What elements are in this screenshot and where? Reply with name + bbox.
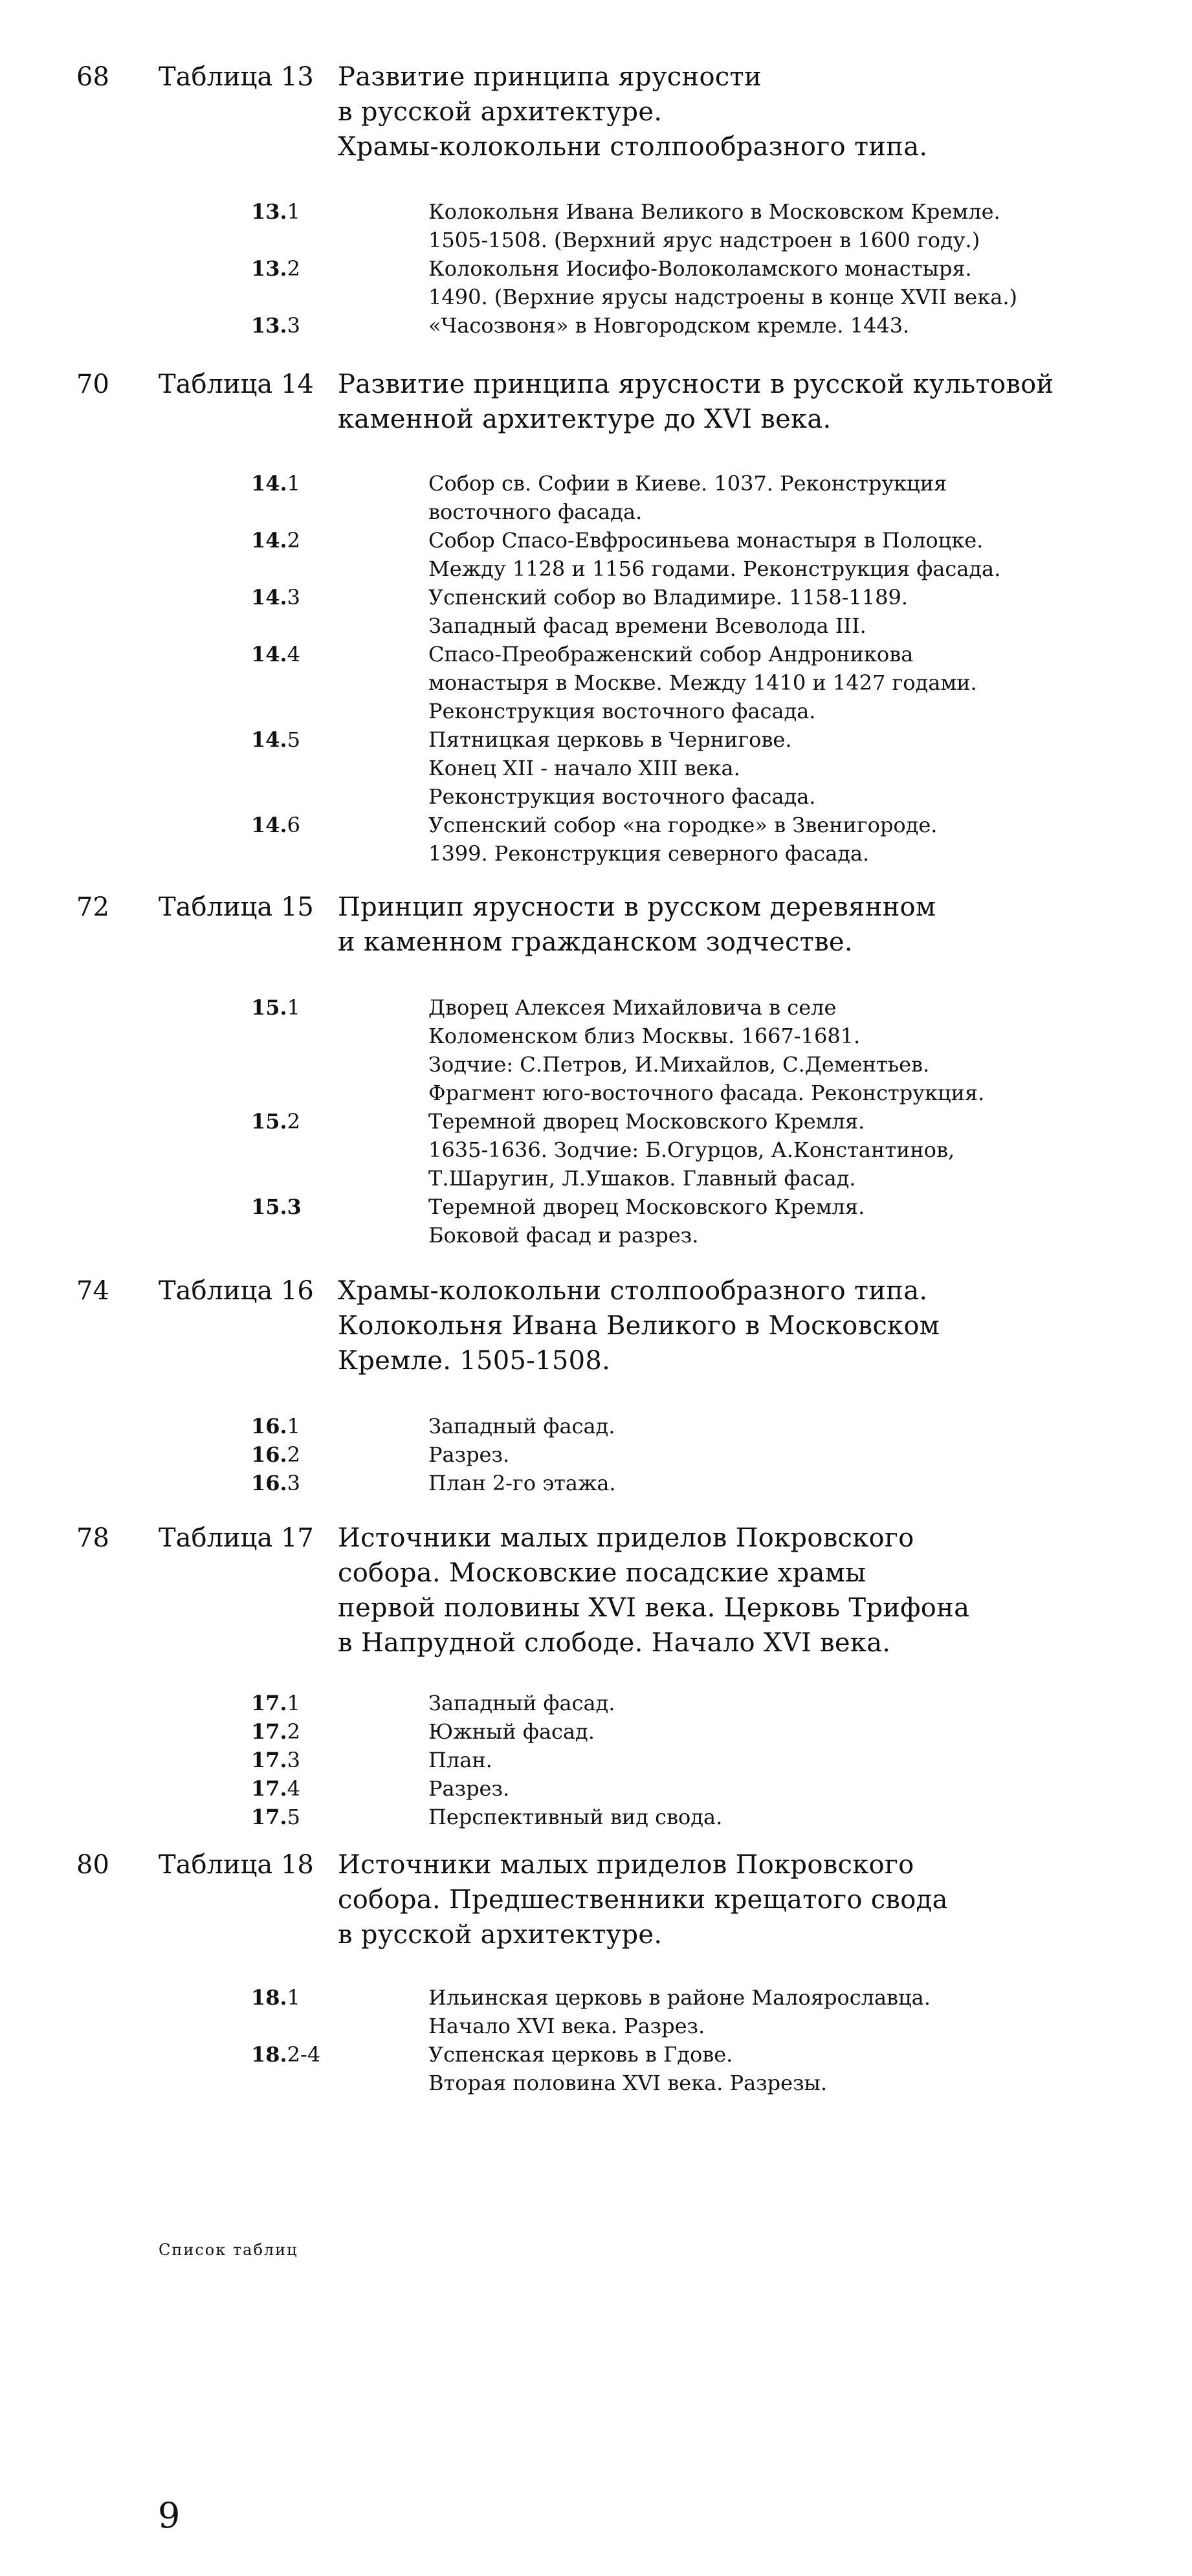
item-description-line: Теремной дворец Московского Кремля. — [428, 1109, 865, 1134]
entry-title — [338, 1847, 948, 1952]
item-number — [251, 640, 300, 668]
item-description — [428, 1107, 955, 1193]
entry-title — [338, 1273, 940, 1378]
item-description — [428, 1689, 615, 1717]
item-description — [428, 1412, 615, 1440]
entry-title-line: первой половины XVI века. Церковь Трифона — [338, 1593, 970, 1623]
item-number-bold: 16. — [251, 1471, 287, 1495]
entry-title-line: собора. Московские посадские храмы — [338, 1558, 866, 1588]
item-number-suffix: 2 — [287, 256, 301, 281]
item-description — [428, 469, 947, 526]
item-number-bold: 17. — [251, 1805, 287, 1829]
item-description-line: Западный фасад. — [428, 1691, 615, 1715]
item-description-line: 1490. (Верхние ярусы надстроены в конце XVII века.) — [428, 285, 1017, 309]
item-description-line: Перспективный вид свода. — [428, 1805, 723, 1829]
item-description-line: Собор св. Софии в Киеве. 1037. Реконструкция — [428, 471, 947, 496]
entry-page-number: 80 — [76, 1850, 109, 1880]
item-description — [428, 254, 1017, 311]
item-description — [428, 1440, 509, 1469]
item-description-line: Собор Спасо-Евфросиньева монастыря в Полоцке. — [428, 528, 984, 553]
item-number — [251, 725, 300, 754]
item-number — [251, 583, 300, 611]
item-number — [251, 311, 300, 340]
item-number-bold: 14. — [251, 642, 287, 666]
entry-title-line: Принцип ярусности в русском деревянном — [338, 892, 936, 922]
item-number-bold: 14. — [251, 813, 287, 837]
item-number-bold: 14. — [251, 471, 287, 496]
running-footer-label: Список таблиц — [159, 2241, 298, 2259]
item-number-suffix: 3 — [287, 585, 301, 610]
item-number-bold: 15. — [251, 995, 287, 1020]
item-description — [428, 1469, 616, 1497]
entry-title-line: Храмы-колокольни столпообразного типа. — [338, 1276, 928, 1306]
item-description-line: Между 1128 и 1156 годами. Реконструкция фасада. — [428, 556, 1001, 581]
item-number-suffix: 1 — [287, 1985, 301, 2010]
item-number — [251, 1774, 300, 1803]
item-description — [428, 1774, 509, 1803]
item-description-line: Реконструкция восточного фасада. — [428, 784, 816, 809]
item-description-line: 1505-1508. (Верхний ярус надстроен в 1600 году.) — [428, 228, 980, 252]
item-number — [251, 1107, 300, 1136]
item-description — [428, 311, 909, 340]
item-number — [251, 469, 300, 498]
entry-title — [338, 60, 927, 164]
item-number-bold: 18. — [251, 1985, 287, 2010]
item-number-suffix: 2 — [287, 1719, 301, 1744]
item-description — [428, 1717, 595, 1746]
item-number — [251, 254, 300, 283]
item-number-bold: 15. — [251, 1109, 287, 1134]
entry-page-number: 68 — [76, 62, 109, 92]
item-description-line: Коломенском близ Москвы. 1667-1681. — [428, 1024, 861, 1048]
item-number-suffix: 3 — [287, 1471, 301, 1495]
entry-table-label: Таблица 18 — [159, 1850, 314, 1880]
item-description — [428, 640, 977, 725]
item-number-bold: 15.3 — [251, 1194, 302, 1219]
item-number — [251, 197, 300, 226]
item-description — [428, 1193, 865, 1249]
item-number-suffix: 3 — [287, 1748, 301, 1772]
item-description-line: Успенская церковь в Гдове. — [428, 2042, 733, 2067]
item-description-line: Пятницкая церковь в Чернигове. — [428, 727, 792, 752]
item-description-line: Колокольня Ивана Великого в Московском Кремле. — [428, 199, 1000, 224]
entry-title-line: в русской архитектуре. — [338, 1920, 663, 1950]
item-number — [251, 1803, 300, 1831]
item-number-suffix: 2 — [287, 1442, 301, 1467]
item-number — [251, 811, 300, 839]
entry-table-label: Таблица 17 — [159, 1523, 314, 1553]
item-number — [251, 1469, 300, 1497]
item-number — [251, 1440, 300, 1469]
item-number-bold: 14. — [251, 585, 287, 610]
entry-title-line: Колокольня Ивана Великого в Московском — [338, 1311, 940, 1341]
item-description-line: Теремной дворец Московского Кремля. — [428, 1194, 865, 1219]
item-description-line: Начало XVI века. Разрез. — [428, 2014, 705, 2038]
item-description — [428, 993, 984, 1107]
page-number: 9 — [158, 2495, 181, 2536]
item-description-line: Дворец Алексея Михайловича в селе — [428, 995, 837, 1020]
item-number-bold: 17. — [251, 1719, 287, 1744]
item-description — [428, 811, 937, 868]
entry-title — [338, 367, 1054, 437]
item-number — [251, 1689, 300, 1717]
entry-title-line: в Напрудной слободе. Начало XVI века. — [338, 1628, 891, 1658]
item-number-bold: 13. — [251, 256, 287, 281]
item-description-line: Ильинская церковь в районе Малоярославца. — [428, 1985, 931, 2010]
item-number — [251, 1193, 302, 1221]
entry-title-line: Источники малых приделов Покровского — [338, 1523, 914, 1553]
entry-table-label: Таблица 15 — [159, 892, 314, 922]
item-description-line: Западный фасад времени Всеволода III. — [428, 613, 866, 638]
item-number-suffix: 3 — [287, 313, 301, 338]
item-description-line: Разрез. — [428, 1776, 510, 1801]
item-number — [251, 1717, 300, 1746]
entry-page-number: 74 — [76, 1276, 109, 1306]
item-description-line: восточного фасада. — [428, 500, 643, 524]
entry-page-number: 72 — [76, 892, 109, 922]
item-description-line: Боковой фасад и разрез. — [428, 1223, 699, 1248]
item-description-line: «Часозвоня» в Новгородском кремле. 1443. — [428, 313, 910, 338]
item-number — [251, 1746, 300, 1774]
item-number-suffix: 2 — [287, 528, 301, 553]
item-number-bold: 17. — [251, 1748, 287, 1772]
item-description — [428, 1983, 931, 2040]
item-description-line: Конец XII - начало XIII века. — [428, 756, 740, 780]
item-description-line: Колокольня Иосифо-Волоколамского монастыря. — [428, 256, 972, 281]
item-description — [428, 197, 1000, 254]
item-description-line: Вторая половина XVI века. Разрезы. — [428, 2071, 828, 2095]
item-number-bold: 13. — [251, 313, 287, 338]
item-description-line: Успенский собор во Владимире. 1158-1189. — [428, 585, 909, 610]
item-number-bold: 17. — [251, 1776, 287, 1801]
item-description-line: 1635-1636. Зодчие: Б.Огурцов, А.Константинов, — [428, 1138, 955, 1162]
entry-table-label: Таблица 14 — [159, 369, 314, 399]
item-description — [428, 583, 908, 640]
entry-page-number: 70 — [76, 369, 109, 399]
entry-title-line: собора. Предшественники крещатого свода — [338, 1885, 948, 1915]
item-description-line: Фрагмент юго-восточного фасада. Реконструкция. — [428, 1081, 985, 1105]
item-number-suffix: 2 — [287, 1109, 301, 1134]
item-number-suffix: 1 — [287, 471, 301, 496]
item-number-suffix: 1 — [287, 995, 301, 1020]
item-number-suffix: 1 — [287, 1691, 301, 1715]
item-description-line: Зодчие: С.Петров, И.Михайлов, С.Дементьев. — [428, 1052, 930, 1077]
item-number-bold: 14. — [251, 727, 287, 752]
item-description — [428, 725, 815, 811]
item-description-line: План. — [428, 1748, 492, 1772]
item-number — [251, 2040, 320, 2069]
entry-title — [338, 1521, 969, 1660]
item-description-line: Южный фасад. — [428, 1719, 595, 1744]
item-number-suffix: 2-4 — [287, 2042, 321, 2067]
entry-title-line: Развитие принципа ярусности в русской культовой — [338, 369, 1054, 399]
item-description-line: План 2-го этажа. — [428, 1471, 616, 1495]
item-number-suffix: 1 — [287, 1414, 301, 1438]
item-number — [251, 526, 300, 555]
item-number-suffix: 5 — [287, 1805, 301, 1829]
item-number-suffix: 5 — [287, 727, 301, 752]
entry-title-line: в русской архитектуре. — [338, 97, 663, 127]
item-number-bold: 16. — [251, 1414, 287, 1438]
item-description-line: Спасо-Преображенский собор Андроникова — [428, 642, 914, 666]
item-number-suffix: 4 — [287, 642, 301, 666]
entry-title-line: Кремле. 1505-1508. — [338, 1346, 611, 1376]
entry-title-line: Храмы-колокольни столпообразного типа. — [338, 132, 928, 162]
entry-title — [338, 890, 936, 960]
item-number-suffix: 1 — [287, 199, 301, 224]
item-description — [428, 1803, 722, 1831]
item-description-line: Западный фасад. — [428, 1414, 615, 1438]
item-number-bold: 14. — [251, 528, 287, 553]
item-number-bold: 13. — [251, 199, 287, 224]
item-number-bold: 18. — [251, 2042, 287, 2067]
item-number — [251, 1412, 300, 1440]
item-number-bold: 16. — [251, 1442, 287, 1467]
item-number-suffix: 6 — [287, 813, 301, 837]
item-description — [428, 2040, 827, 2097]
entry-page-number: 78 — [76, 1523, 109, 1553]
item-description — [428, 526, 1000, 583]
item-description-line: монастыря в Москве. Между 1410 и 1427 годами. — [428, 670, 977, 695]
item-description-line: Успенский собор «на городке» в Звенигороде. — [428, 813, 938, 837]
item-description-line: Разрез. — [428, 1442, 510, 1467]
item-number — [251, 993, 300, 1022]
item-description-line: Т.Шаругин, Л.Ушаков. Главный фасад. — [428, 1166, 856, 1191]
item-number-suffix: 4 — [287, 1776, 301, 1801]
item-number — [251, 1983, 300, 2012]
item-number-bold: 17. — [251, 1691, 287, 1715]
entry-title-line: и каменном гражданском зодчестве. — [338, 927, 853, 957]
entry-title-line: Источники малых приделов Покровского — [338, 1850, 914, 1880]
entry-table-label: Таблица 16 — [159, 1276, 314, 1306]
entry-table-label: Таблица 13 — [159, 62, 314, 92]
item-description-line: Реконструкция восточного фасада. — [428, 699, 816, 723]
item-description — [428, 1746, 492, 1774]
entry-title-line: Развитие принципа ярусности — [338, 62, 762, 92]
item-description-line: 1399. Реконструкция северного фасада. — [428, 841, 870, 866]
entry-title-line: каменной архитектуре до XVI века. — [338, 404, 832, 434]
